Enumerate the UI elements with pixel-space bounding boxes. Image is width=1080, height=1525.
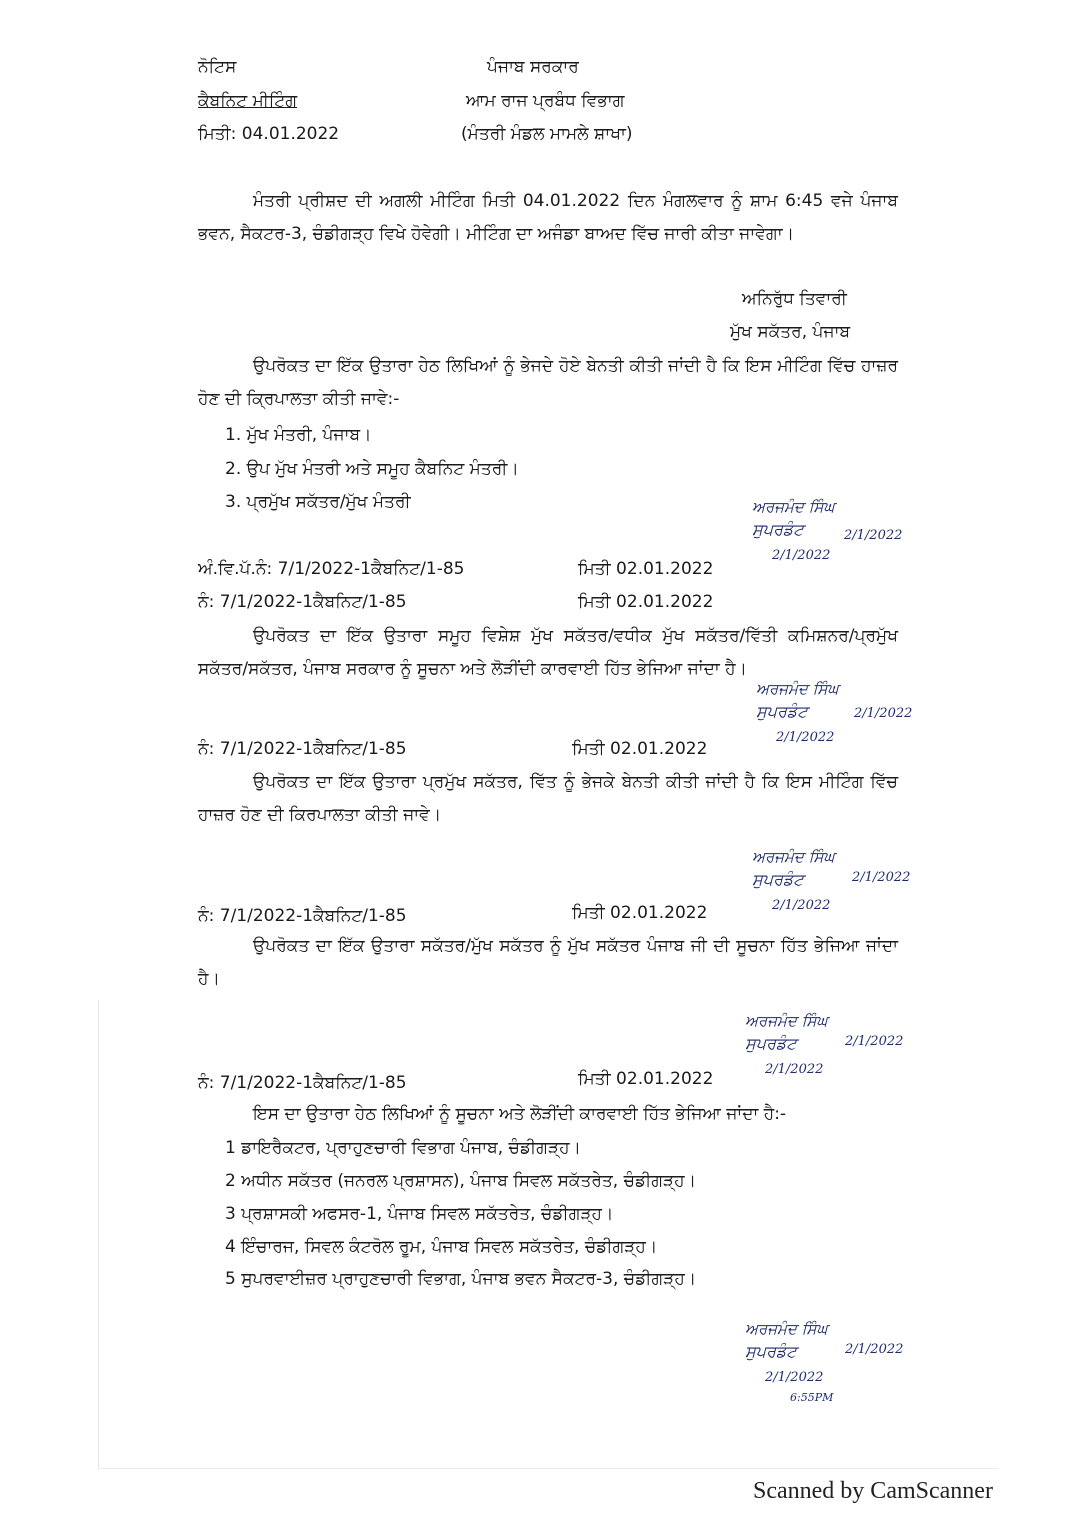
notice-label: ਨੋਟਿਸ — [198, 57, 237, 77]
list-item: 3 ਪ੍ਰਸ਼ਾਸਕੀ ਅਫਸਰ-1, ਪੰਜਾਬ ਸਿਵਲ ਸਕੱਤਰੇਤ, ਚੰਡੀਗੜ੍ਹ। — [225, 1204, 614, 1224]
scan-edge — [98, 1000, 99, 1470]
reference-date: ਮਿਤੀ 02.01.2022 — [578, 559, 714, 579]
handwritten-signature: ਅਰਜਮੰਦ ਸਿੰਘ ਸੁਪਰਡੰਟ 2/1/2022 2/1/2022 — [745, 1012, 904, 1077]
list-item: 2. ਉਪ ਮੁੱਖ ਮੰਤਰੀ ਅਤੇ ਸਮੂਹ ਕੈਬਨਿਟ ਮੰਤਰੀ। — [225, 459, 519, 479]
copy-paragraph-3: ਉਪਰੋਕਤ ਦਾ ਇੱਕ ਉਤਾਰਾ ਪ੍ਰਮੁੱਖ ਸਕੱਤਰ, ਵਿੱਤ ਨੂੰ ਭੇਜਕੇ ਬੇਨਤੀ ਕੀਤੀ ਜਾਂਦੀ ਹੈ ਕਿ ਇਸ ਮੀਟਿੰਗ ਵਿੱਚ ਹਾਜ਼ਰ ਹੋਣ ਦੀ ਕਿਰਪਾਲਤਾ ਕੀਤੀ ਜਾਵੇ। — [198, 772, 898, 825]
meeting-notice-paragraph: ਮੰਤਰੀ ਪ੍ਰੀਸ਼ਦ ਦੀ ਅਗਲੀ ਮੀਟਿੰਗ ਮਿਤੀ 04.01.2022 ਦਿਨ ਮੰਗਲਵਾਰ ਨੂੰ ਸ਼ਾਮ 6:45 ਵਜੇ ਪੰਜਾਬ ਭਵਨ, ਸੈਕਟਰ-3, ਚੰਡੀਗੜ੍ਹ ਵਿਖੇ ਹੋਵੇਗੀ। ਮੀਟਿੰਗ ਦਾ ਅਜੰਡਾ ਬਾਅਦ ਵਿੱਚ ਜਾਰੀ ਕੀਤਾ ਜਾਵੇਗਾ। — [198, 191, 898, 244]
signatory-name: ਅਨਿਰੁੱਧ ਤਿਵਾਰੀ — [742, 289, 847, 309]
copy-paragraph-1: ਉਪਰੋਕਤ ਦਾ ਇੱਕ ਉਤਾਰਾ ਹੇਠ ਲਿਖਿਆਂ ਨੂੰ ਭੇਜਦੇ ਹੋਏ ਬੇਨਤੀ ਕੀਤੀ ਜਾਂਦੀ ਹੈ ਕਿ ਇਸ ਮੀਟਿੰਗ ਵਿੱਚ ਹਾਜ਼ਰ ਹੋਣ ਦੀ ਕ੍ਰਿਪਾਲਤਾ ਕੀਤੀ ਜਾਵੇ:- — [198, 356, 898, 409]
copy-paragraph-5: ਇਸ ਦਾ ਉਤਾਰਾ ਹੇਠ ਲਿਖਿਆਂ ਨੂੰ ਸੂਚਨਾ ਅਤੇ ਲੋੜੀਂਦੀ ਕਾਰਵਾਈ ਹਿੱਤ ਭੇਜਿਆ ਜਾਂਦਾ ਹੈ:- — [253, 1104, 787, 1124]
list-item: 4 ਇੰਚਾਰਜ, ਸਿਵਲ ਕੰਟਰੋਲ ਰੂਮ, ਪੰਜਾਬ ਸਿਵਲ ਸਕੱਤਰੇਤ, ਚੰਡੀਗੜ੍ਹ। — [225, 1237, 658, 1257]
scanner-watermark: Scanned by CamScanner — [753, 1478, 993, 1504]
copy-paragraph-2: ਉਪਰੋਕਤ ਦਾ ਇੱਕ ਉਤਾਰਾ ਸਮੂਹ ਵਿਸ਼ੇਸ਼ ਮੁੱਖ ਸਕੱਤਰ/ਵਧੀਕ ਮੁੱਖ ਸਕੱਤਰ/ਵਿੱਤੀ ਕਮਿਸ਼ਨਰ/ਪ੍ਰਮੁੱਖ ਸਕੱਤਰ/ਸਕੱਤਰ, ਪੰਜਾਬ ਸਰਕਾਰ ਨੂੰ ਸੂਚਨਾ ਅਤੇ ਲੋੜੀਂਦੀ ਕਾਰਵਾਈ ਹਿੱਤ ਭੇਜਿਆ ਜਾਂਦਾ ਹੈ। — [198, 626, 898, 679]
scan-edge — [98, 1468, 998, 1469]
handwritten-signature: ਅਰਜਮੰਦ ਸਿੰਘ ਸੁਪਰਡੰਟ 2/1/2022 2/1/2022 — [752, 498, 903, 563]
list-item: 1 ਡਾਇਰੈਕਟਰ, ਪ੍ਰਾਹੁਣਚਾਰੀ ਵਿਭਾਗ ਪੰਜਾਬ, ਚੰਡੀਗੜ੍ਹ। — [225, 1138, 581, 1158]
list-item: 3. ਪ੍ਰਮੁੱਖ ਸਕੱਤਰ/ਮੁੱਖ ਮੰਤਰੀ — [225, 492, 411, 512]
reference-number: ਨੰ: 7/1/2022-1ਕੈਬਨਿਟ/1-85 — [198, 592, 407, 612]
cabinet-meeting-label: ਕੈਬਨਿਟ ਮੀਟਿੰਗ — [198, 91, 298, 111]
government-name: ਪੰਜਾਬ ਸਰਕਾਰ — [487, 57, 579, 77]
copy-paragraph-4: ਉਪਰੋਕਤ ਦਾ ਇੱਕ ਉਤਾਰਾ ਸਕੱਤਰ/ਮੁੱਖ ਸਕੱਤਰ ਨੂੰ ਮੁੱਖ ਸਕੱਤਰ ਪੰਜਾਬ ਜੀ ਦੀ ਸੂਚਨਾ ਹਿੱਤ ਭੇਜਿਆ ਜਾਂਦਾ ਹੈ। — [198, 936, 898, 989]
reference-date: ਮਿਤੀ 02.01.2022 — [578, 592, 714, 612]
signatory-title: ਮੁੱਖ ਸਕੱਤਰ, ਪੰਜਾਬ — [730, 322, 851, 342]
handwritten-signature: ਅਰਜਮੰਦ ਸਿੰਘ ਸੁਪਰਡੰਟ 2/1/2022 2/1/2022 — [756, 680, 913, 745]
reference-date: ਮਿਤੀ 02.01.2022 — [572, 903, 708, 923]
list-item: 1. ਮੁੱਖ ਮੰਤਰੀ, ਪੰਜਾਬ। — [225, 425, 372, 445]
reference-date: ਮਿਤੀ 02.01.2022 — [572, 739, 708, 759]
reference-number: ਨੰ: 7/1/2022-1ਕੈਬਨਿਟ/1-85 — [198, 1073, 407, 1093]
reference-number: ਅੰ.ਵਿ.ਪੱ.ਨੰ: 7/1/2022-1ਕੈਬਨਿਟ/1-85 — [198, 559, 465, 579]
handwritten-signature: ਅਰਜਮੰਦ ਸਿੰਘ ਸੁਪਰਡੰਟ 2/1/2022 2/1/2022 — [752, 848, 911, 913]
notice-date: ਮਿਤੀ: 04.01.2022 — [198, 124, 340, 144]
reference-number: ਨੰ: 7/1/2022-1ਕੈਬਨਿਟ/1-85 — [198, 739, 407, 759]
department-name: ਆਮ ਰਾਜ ਪ੍ਰਬੰਧ ਵਿਭਾਗ — [466, 91, 625, 111]
reference-number: ਨੰ: 7/1/2022-1ਕੈਬਨਿਟ/1-85 — [198, 906, 407, 926]
reference-date: ਮਿਤੀ 02.01.2022 — [578, 1069, 714, 1089]
list-item: 2 ਅਧੀਨ ਸਕੱਤਰ (ਜਨਰਲ ਪ੍ਰਸ਼ਾਸਨ), ਪੰਜਾਬ ਸਿਵਲ ਸਕੱਤਰੇਤ, ਚੰਡੀਗੜ੍ਹ। — [225, 1171, 697, 1191]
list-item: 5 ਸੁਪਰਵਾਈਜ਼ਰ ਪ੍ਰਾਹੁਣਚਾਰੀ ਵਿਭਾਗ, ਪੰਜਾਬ ਭਵਨ ਸੈਕਟਰ-3, ਚੰਡੀਗੜ੍ਹ। — [225, 1269, 697, 1289]
branch-name: (ਮੰਤਰੀ ਮੰਡਲ ਮਾਮਲੇ ਸ਼ਾਖਾ) — [461, 124, 633, 144]
handwritten-signature: ਅਰਜਮੰਦ ਸਿੰਘ ਸੁਪਰਡੰਟ 2/1/2022 6:55PM 2/1/2022 — [745, 1320, 904, 1404]
